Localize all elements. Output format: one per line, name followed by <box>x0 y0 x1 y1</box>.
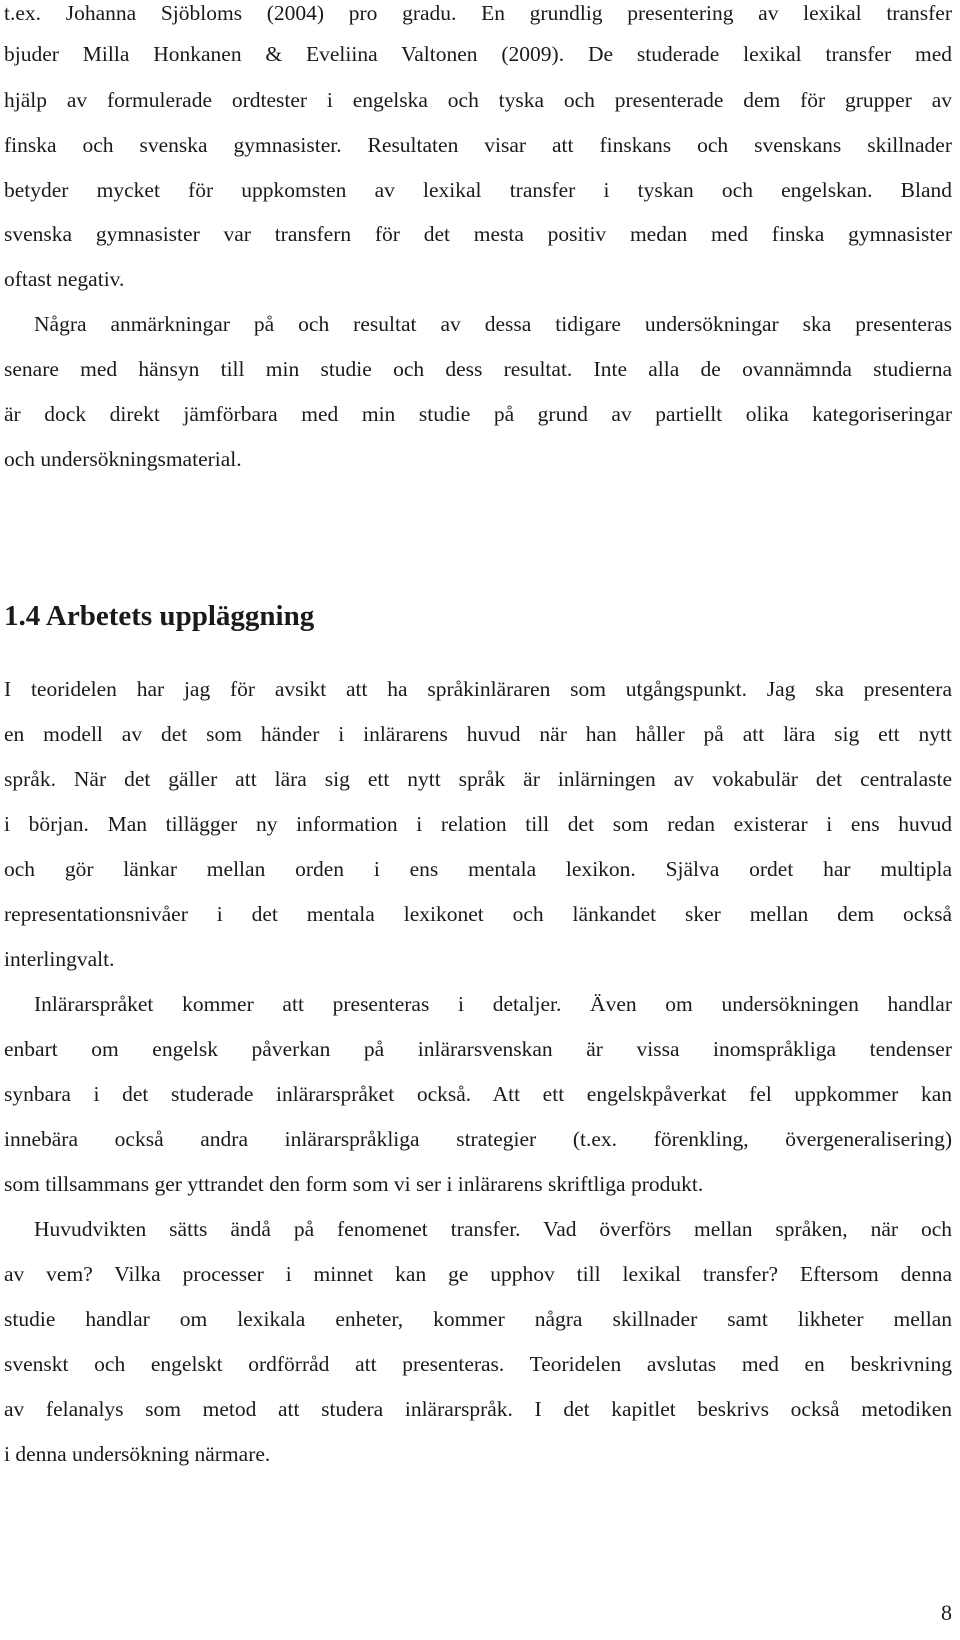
text-line: studie handlar om lexikala enheter, kommer några skillnader samt likheter mellan <box>4 1307 952 1331</box>
text-line: t.ex. Johanna Sjöbloms (2004) pro gradu. En grundlig presentering av lexikal transfer <box>4 1 952 25</box>
text-line: är dock direkt jämförbara med min studie på grund av partiellt olika kategoriseringar <box>4 402 952 426</box>
text-line: av vem? Vilka processer i minnet kan ge upphov till lexikal transfer? Eftersom denna <box>4 1262 952 1286</box>
text-line: synbara i det studerade inlärarspråket också. Att ett engelskpåverkat fel uppkommer kan <box>4 1082 952 1106</box>
text-line: och gör länkar mellan orden i ens mentala lexikon. Själva ordet har multipla <box>4 857 952 881</box>
text-line: enbart om engelsk påverkan på inlärarsvenskan är vissa inomspråkliga tendenser <box>4 1037 952 1061</box>
text-line: och undersökningsmaterial. <box>4 447 242 471</box>
text-line: svenska gymnasister var transfern för det mesta positiv medan med finska gymnasister <box>4 222 952 246</box>
text-line: som tillsammans ger yttrandet den form som vi ser i inlärarens skriftliga produkt. <box>4 1172 704 1196</box>
section-heading: 1.4 Arbetets uppläggning <box>4 600 315 632</box>
text-line: innebära också andra inlärarspråkliga strategier (t.ex. förenkling, övergeneralisering) <box>4 1127 952 1151</box>
text-line: språk. När det gäller att lära sig ett nytt språk är inlärningen av vokabulär det centralaste <box>4 767 952 791</box>
text-line: av felanalys som metod att studera inlärarspråk. I det kapitlet beskrivs också metodiken <box>4 1397 952 1421</box>
page-number: 8 <box>941 1600 952 1625</box>
text-line: I teoridelen har jag för avsikt att ha språkinläraren som utgångspunkt. Jag ska presentera <box>4 677 952 701</box>
text-line: oftast negativ. <box>4 267 125 291</box>
text-line: i denna undersökning närmare. <box>4 1442 271 1466</box>
text-line: i början. Man tillägger ny information i relation till det som redan existerar i ens huvud <box>4 812 952 836</box>
text-line: interlingvalt. <box>4 947 115 971</box>
text-line: finska och svenska gymnasister. Resultaten visar att finskans och svenskans skillnader <box>4 133 952 157</box>
text-line: hjälp av formulerade ordtester i engelska och tyska och presenterade dem för grupper av <box>4 88 952 112</box>
text-line: Huvudvikten sätts ändå på fenomenet transfer. Vad överförs mellan språken, när och <box>34 1217 952 1241</box>
text-line: svenskt och engelskt ordförråd att presenteras. Teoridelen avslutas med en beskrivning <box>4 1352 952 1376</box>
text-line: senare med hänsyn till min studie och dess resultat. Inte alla de ovannämnda studierna <box>4 357 952 381</box>
text-line: en modell av det som händer i inlärarens huvud när han håller på att lära sig ett nytt <box>4 722 952 746</box>
text-line: representationsnivåer i det mentala lexikonet och länkandet sker mellan dem också <box>4 902 952 926</box>
text-line: bjuder Milla Honkanen & Eveliina Valtonen (2009). De studerade lexikal transfer med <box>4 42 952 66</box>
text-line: betyder mycket för uppkomsten av lexikal transfer i tyskan och engelskan. Bland <box>4 178 952 202</box>
text-line: Inlärarspråket kommer att presenteras i detaljer. Även om undersökningen handlar <box>34 992 952 1016</box>
text-line: Några anmärkningar på och resultat av dessa tidigare undersökningar ska presenteras <box>34 312 952 336</box>
